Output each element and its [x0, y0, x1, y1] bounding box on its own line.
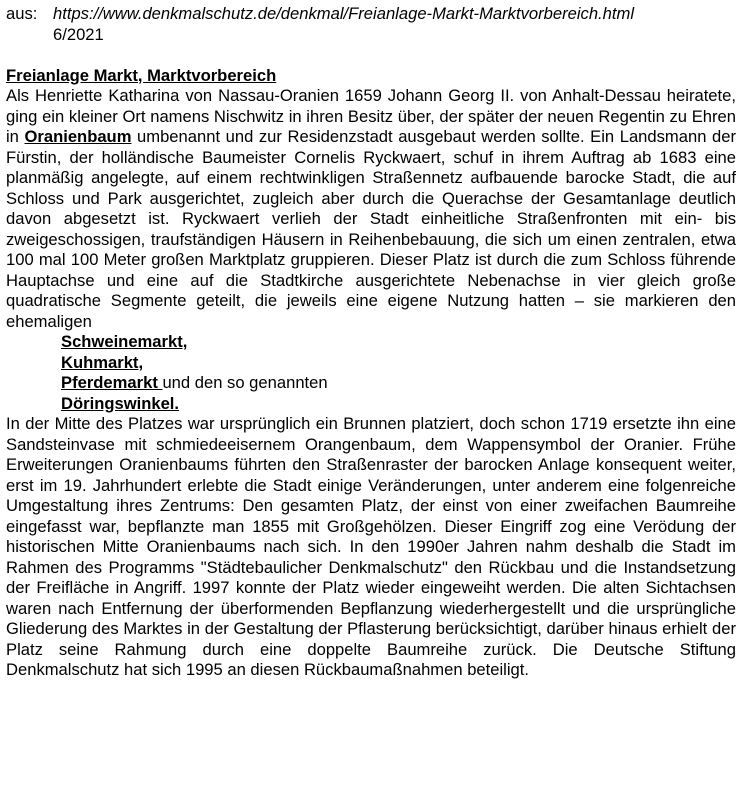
pferdemarkt-link[interactable]: Pferdemarkt: [61, 373, 163, 392]
intro-paragraph: [6, 86, 736, 332]
history-paragraph: In der Mitte des Platzes war ursprünglich ein Brunnen platziert, doch schon 1719 ersetzte ihn eine Sandsteinvase mit schmiedeeisernem Orangenbaum, dem Wappensymbol der Oranier. Frühe Erweiterungen Oranienbaums führten den Straßenraster der barocken Anlage konsequent weiter, erst im 19. Jahrhundert erlebte die Stadt einige Veränderungen, unter anderem eine folgenreiche Umgestaltung ihres Zentrums: Den gesamten Platz, der einst von einer zweifachen Baumreihe eingefasst war, bepflanzte man 1855 mit Großgehölzen. Dieser Eingriff zog eine Verödung der historischen Mitte Oranienbaums nach sich. In den 1990er Jahren nahm deshalb die Stadt im Rahmen des Programms "Städtebaulicher Denkmalschutz" den Rückbau und die Instandsetzung der Freifläche in Angriff. 1997 konnte der Platz wieder eingeweiht werden. Die alten Sichtachsen waren nach Entfernung der überformenden Bepflanzung wiederhergestellt und die ursprüngliche Gliederung des Marktes in der Gestaltung der Pflasterung berücksichtigt, darüber hinaus erhielt der Platz seine Rahmung durch eine doppelte Baumreihe zurück. Die Deutsche Stiftung Denkmalschutz hat sich 1995 an diesen Rückbaumaßnahmen beteiligt.: [6, 414, 736, 679]
list-item: [61, 394, 736, 415]
doeringswinkel-link[interactable]: Döringswinkel.: [61, 393, 180, 413]
schweinemarkt-link[interactable]: Schweinemarkt,: [61, 332, 188, 351]
list-item: [61, 353, 736, 374]
list-item: [61, 332, 736, 353]
list-item: [61, 373, 736, 394]
document-title: Freianlage Markt, Marktvorbereich: [6, 65, 277, 85]
kuhmarkt-link[interactable]: Kuhmarkt,: [61, 352, 144, 372]
source-date: 6/2021: [53, 24, 104, 44]
pferdemarkt-suffix: und den so genannten: [162, 373, 328, 392]
source-line: [6, 4, 736, 25]
source-prefix: aus:: [6, 4, 38, 23]
intro-text-part2: umbenannt und zur Residenzstadt ausgebaut werden sollte. Ein Landsmann der Fürstin, der holländische Baumeister Cornelis Ryckwaert, schuf in ihrem Auftrag ab 1683 eine planmäßig angelegte, auf einem rechtwinkligen Straßennetz aufbauende barocke Stadt, die auf Schloss und Park ausgerichtet, zugleich aber durch die Querachse der Gesamtanlage deutlich davon abgesetzt ist. Ryckwaert verlieh der Stadt einheitliche Straßenfronten mit ein- bis zweigeschossigen, traufständigen Häusern in Reihenbebauung, die sich um einen zentralen, etwa 100 mal 100 Meter großen Marktplatz gruppieren. Dieser Platz ist durch die zum Schloss führende Hauptachse und eine auf die Stadtkirche ausgerichtete Nebenachse in vier gleich große quadratische Segmente geteilt, die jeweils eine eigene Nutzung hatten – sie markieren den ehemaligen: [6, 127, 736, 331]
oranienbaum-link[interactable]: Oranienbaum: [24, 127, 132, 146]
source-url[interactable]: https://www.denkmalschutz.de/denkmal/Freianlage-Markt-Marktvorbereich.html: [53, 4, 634, 23]
market-list: [6, 332, 736, 414]
document-page: [6, 4, 736, 681]
intro-text-part1: Als Henriette Katharina von Nassau-Oranien 1659 Johann Georg II. von Anhalt-Dessau heiratete, ging ein kleiner Ort namens Nischwitz in ihren Besitz über, der später der neuen Regentin zu Ehren in: [6, 86, 736, 146]
